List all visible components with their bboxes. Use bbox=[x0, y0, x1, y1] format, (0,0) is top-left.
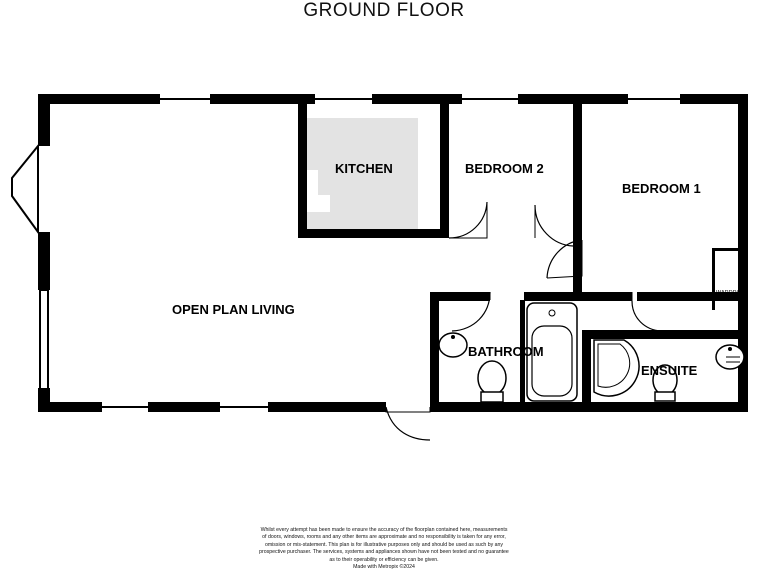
room-label-open-plan-living: OPEN PLAN LIVING bbox=[172, 302, 295, 317]
room-label-bathroom: BATHROOM bbox=[468, 344, 544, 359]
page-title: GROUND FLOOR bbox=[303, 0, 465, 21]
disclaimer-line-4: prospective purchaser. The services, systems and appliances shown have not been tested and no guarantee bbox=[259, 549, 509, 556]
room-label-bedroom-1: BEDROOM 1 bbox=[622, 181, 701, 196]
room-label-ensuite: ENSUITE bbox=[641, 363, 698, 378]
room-label-kitchen: KITCHEN bbox=[335, 161, 393, 176]
room-label-wardrobe: WARDROBE bbox=[716, 290, 749, 296]
disclaimer bbox=[0, 527, 768, 571]
disclaimer-line-1: Whilst every attempt has been made to ensure the accuracy of the floorplan contained here, measurements bbox=[260, 527, 508, 533]
disclaimer-line-5: as to their operability or efficiency can be given. bbox=[329, 556, 439, 563]
disclaimer-credit: Made with Metropix ©2024 bbox=[353, 563, 415, 570]
disclaimer-line-2: of doors, windows, rooms and any other items are approximate and no responsibility is taken for any error, bbox=[262, 534, 506, 541]
kitchen-units bbox=[305, 118, 418, 237]
room-label-bedroom-2: BEDROOM 2 bbox=[465, 161, 544, 176]
disclaimer-line-3: omission or mis-statement. This plan is for illustrative purposes only and should be used as such by any bbox=[264, 541, 504, 548]
